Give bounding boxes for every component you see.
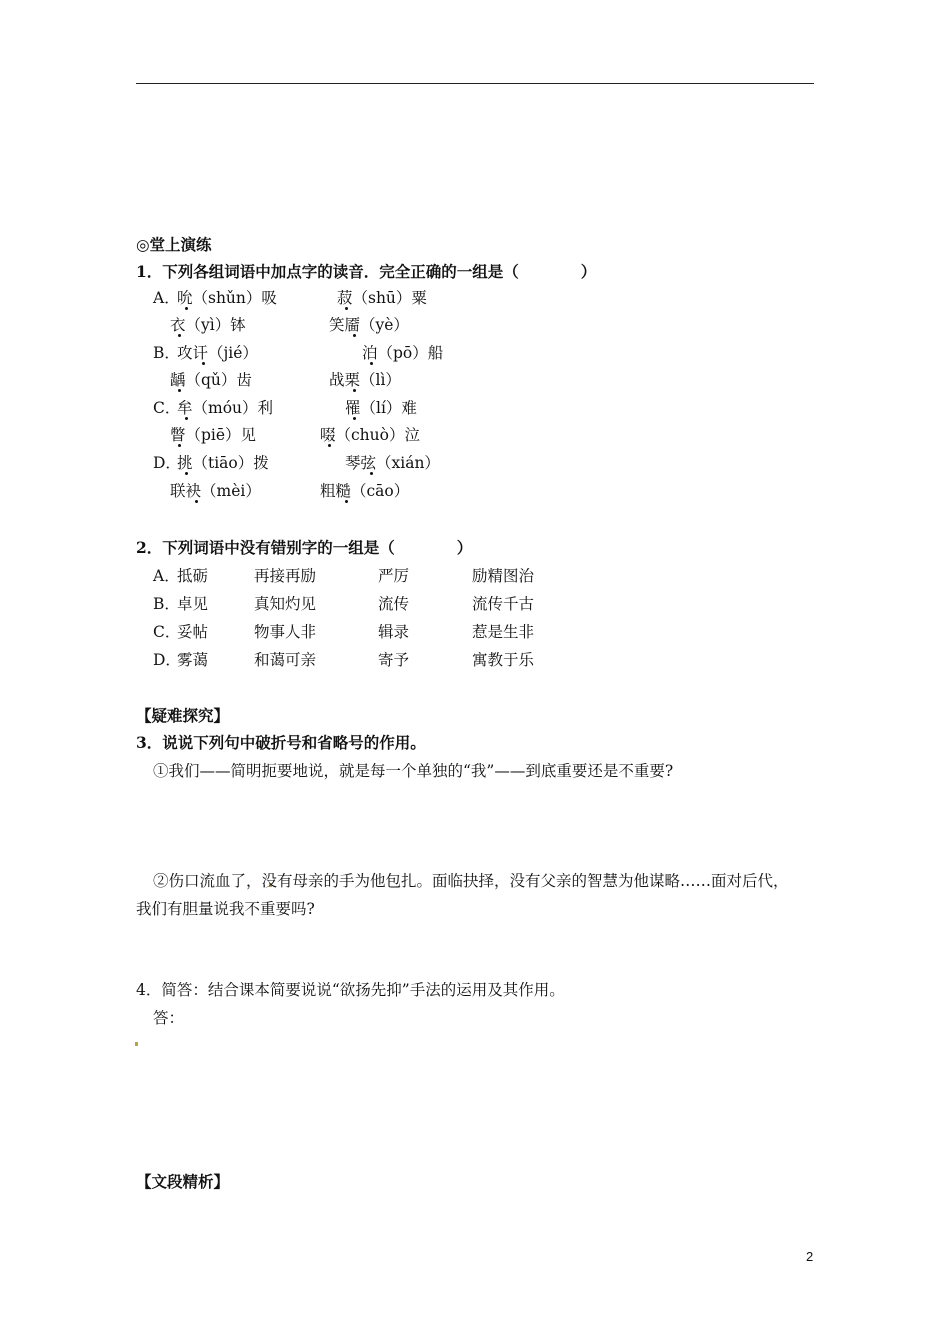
q2-option-b-item-3: 流传 <box>378 595 410 613</box>
q2-option-a-item-3: 严厉 <box>378 567 410 585</box>
q1-option-a-item-3: 衣（yì）钵 <box>170 316 246 334</box>
q2-option-c-item-1: 妥帖 <box>177 623 209 641</box>
q1-option-a-item-4: 笑靥（yè） <box>329 316 409 334</box>
emphasis-dot <box>353 417 356 420</box>
q1-option-c-item-2: 罹（lí）难 <box>345 399 417 417</box>
question-3-stem: 3．说说下列句中破折号和省略号的作用。 <box>136 733 426 752</box>
emphasis-dot <box>370 362 373 365</box>
page-number: 2 <box>806 1249 814 1264</box>
q1-option-c-item-4: 啜（chuò）泣 <box>320 426 420 444</box>
q2-option-b-item-2: 真知灼见 <box>254 595 317 613</box>
emphasis-dot <box>353 334 356 337</box>
q1-option-b-item-1: 攻讦（jié） <box>177 344 258 362</box>
q2-option-c-item-4: 惹是生非 <box>472 623 535 641</box>
q1-option-a-item-2: 菽（shū）粟 <box>337 289 427 307</box>
emphasis-dot <box>202 362 205 365</box>
q2-option-b-label: B． <box>153 595 180 613</box>
emphasis-dot <box>353 389 356 392</box>
q2-option-a-item-2: 再接再励 <box>254 567 317 585</box>
q1-option-c-label: C． <box>153 399 181 417</box>
emphasis-dot <box>178 334 181 337</box>
q1-option-d-item-1: 挑（tiāo）拨 <box>177 454 269 472</box>
q1-option-d-item-2: 琴弦（xián） <box>345 454 440 472</box>
q2-option-a-item-1: 抵砺 <box>177 567 209 585</box>
q1-option-b-item-4: 战栗（lì） <box>329 371 401 389</box>
header-rule <box>136 83 814 84</box>
q1-option-c-item-1: 牟（móu）利 <box>177 399 274 417</box>
section-title-practice: ◎堂上演练 <box>136 235 212 254</box>
question-1-stem: 1．下列各组词语中加点字的读音．完全正确的一组是（ ） <box>136 262 597 281</box>
q1-option-d-item-4: 粗糙（cāo） <box>320 482 410 500</box>
emphasis-dot <box>345 307 348 310</box>
q1-option-b-label: B． <box>153 344 180 362</box>
q2-option-c-item-2: 物事人非 <box>254 623 317 641</box>
q1-option-d-label: D． <box>153 454 181 472</box>
question-4-stem: 4．简答：结合课本简要说说“欲扬先抑”手法的运用及其作用。 <box>136 981 565 999</box>
emphasis-dot <box>185 307 188 310</box>
q2-option-b-item-1: 卓见 <box>177 595 209 613</box>
emphasis-dot <box>328 444 331 447</box>
question-3-sentence-2-line-1: ②伤口流血了，没有母亲的手为他包扎。面临抉择，没有父亲的智慧为他谋略……面对后代， <box>153 872 789 890</box>
section-title-inquiry: 【疑难探究】 <box>136 706 230 725</box>
emphasis-dot <box>345 500 348 503</box>
question-3-sentence-2-line-2: 我们有胆量说我不重要吗? <box>136 900 315 918</box>
q1-option-a-item-1: 吮（shǔn）吸 <box>177 289 277 307</box>
q2-option-a-item-4: 励精图治 <box>472 567 535 585</box>
q1-option-c-item-3: 瞥（piē）见 <box>170 426 257 444</box>
q2-option-b-item-4: 流传千古 <box>472 595 535 613</box>
q2-option-c-label: C． <box>153 623 181 641</box>
question-3-sentence-1: ①我们——简明扼要地说，就是每一个单独的“我”——到底重要还是不重要? <box>153 762 674 780</box>
emphasis-dot <box>370 472 373 475</box>
emphasis-dot <box>178 389 181 392</box>
q2-option-d-item-3: 寄予 <box>378 651 410 669</box>
emphasis-dot <box>185 472 188 475</box>
emphasis-dot <box>178 444 181 447</box>
section-title-passage-analysis: 【文段精析】 <box>136 1172 230 1191</box>
annotation-mark <box>135 1042 138 1046</box>
q1-option-b-item-2: 泊（pō）船 <box>362 344 444 362</box>
q2-option-d-item-2: 和蔼可亲 <box>254 651 317 669</box>
question-2-stem: 2．下列词语中没有错别字的一组是（ ） <box>136 538 473 557</box>
q2-option-d-item-1: 雾蔼 <box>177 651 209 669</box>
q2-option-d-label: D． <box>153 651 181 669</box>
question-4-answer-label: 答： <box>153 1009 185 1027</box>
emphasis-dot <box>185 417 188 420</box>
q1-option-b-item-3: 龋（qǔ）齿 <box>170 371 252 389</box>
emphasis-dot <box>195 500 198 503</box>
q2-option-d-item-4: 寓教于乐 <box>472 651 535 669</box>
q1-option-d-item-3: 联袂（mèi） <box>170 482 261 500</box>
q2-option-a-label: A． <box>153 567 180 585</box>
q2-option-c-item-3: 辑录 <box>378 623 410 641</box>
q1-option-a-label: A． <box>153 289 180 307</box>
